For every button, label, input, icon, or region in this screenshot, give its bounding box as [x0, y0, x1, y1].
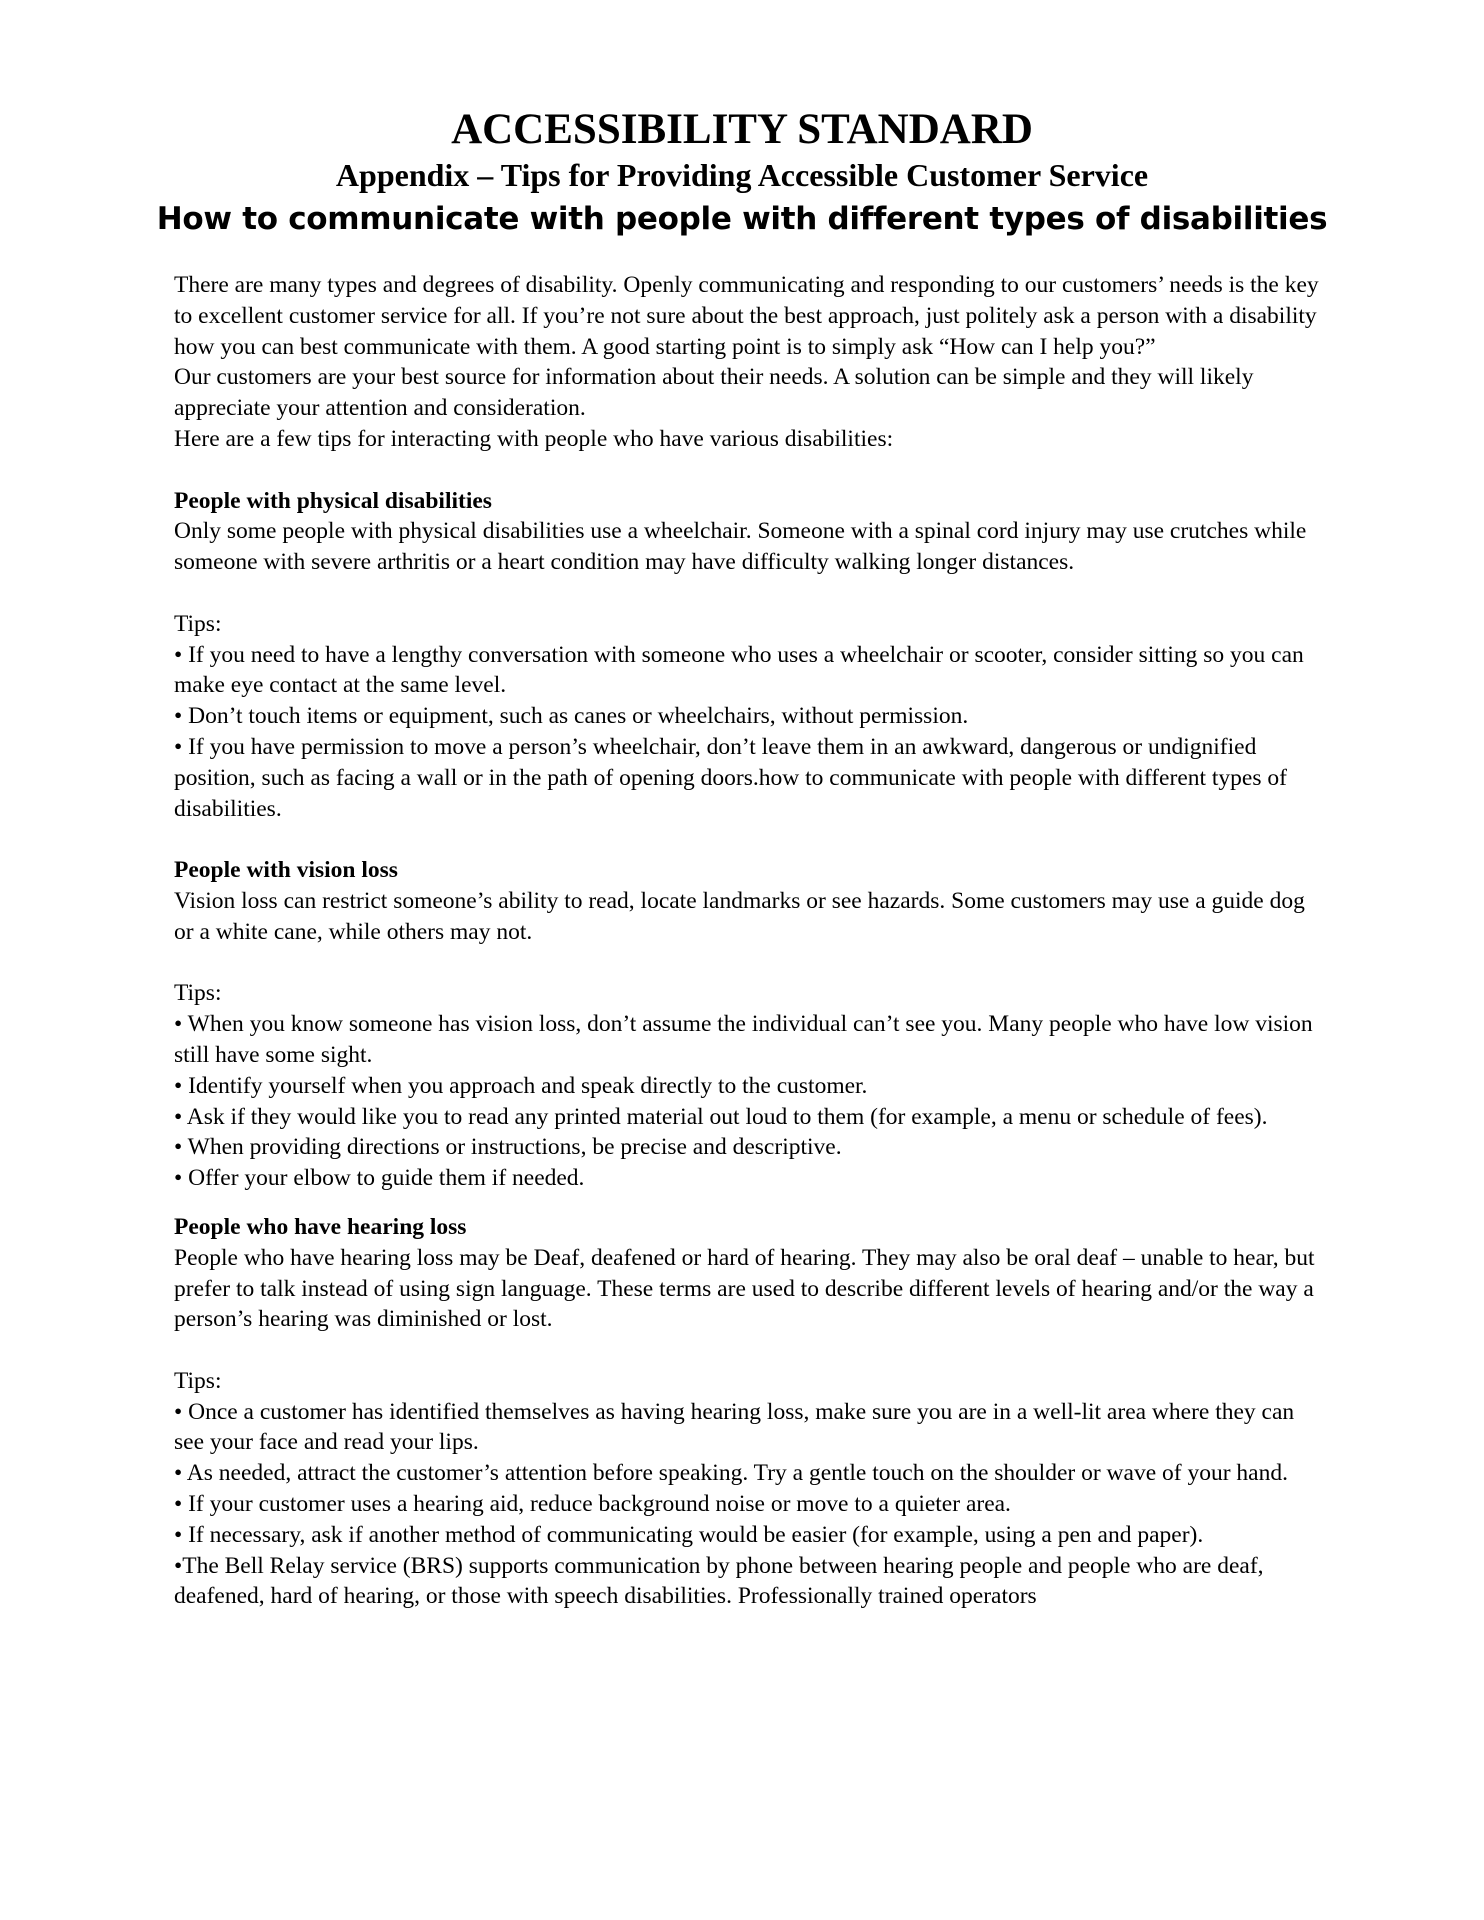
tip-item: • If you need to have a lengthy conversation with someone who uses a wheelchair or scooter, consider sitting so you can make eye contact at the same level.: [174, 641, 1304, 699]
tip-item: • Offer your elbow to guide them if needed.: [174, 1165, 585, 1192]
tip-item: • If you have permission to move a person’s wheelchair, don’t leave them in an awkward, dangerous or undignified position, such as facing a wall or in the path of opening doors.how to communicate with people with different types of disabilities.: [174, 733, 1287, 822]
tip-item: •The Bell Relay service (BRS) supports communication by phone between hearing people and people who are deaf, deafened, hard of hearing, or those with speech disabilities. Professionally trained operators: [174, 1552, 1264, 1610]
tip-item: • If necessary, ask if another method of communicating would be easier (for example, using a pen and paper).: [174, 1521, 1204, 1548]
tip-item: • Ask if they would like you to read any printed material out loud to them (for example, a menu or schedule of fees).: [174, 1103, 1268, 1130]
tips-label: Tips:: [174, 980, 222, 1007]
section-heading-hearing: People who have hearing loss: [174, 1213, 467, 1240]
section-heading-physical: People with physical disabilities: [174, 487, 492, 514]
section-description: Vision loss can restrict someone’s ability to read, locate landmarks or see hazards. Some customers may use a guide dog or a white cane, while others may not.: [174, 887, 1305, 945]
tip-item: • Once a customer has identified themselves as having hearing loss, make sure you are in a well-lit area where they can see your face and read your lips.: [174, 1398, 1295, 1456]
document-subheading: How to communicate with people with different types of disabilities: [156, 201, 1328, 237]
intro-paragraph: Our customers are your best source for information about their needs. A solution can be simple and they will likely appreciate your attention and consideration.: [174, 364, 1254, 422]
section-description: People who have hearing loss may be Deaf, deafened or hard of hearing. They may also be oral deaf – unable to hear, but prefer to talk instead of using sign language. These terms are used to describe different levels of hearing and/or the way a person’s hearing was diminished or lost.: [174, 1244, 1315, 1333]
tips-label: Tips:: [174, 610, 222, 637]
section-heading-vision: People with vision loss: [174, 857, 398, 884]
tip-item: • Don’t touch items or equipment, such as canes or wheelchairs, without permission.: [174, 703, 969, 730]
tip-item: • When you know someone has vision loss, don’t assume the individual can’t see you. Many people who have low vision still have some sight.: [174, 1011, 1313, 1068]
tip-item: • When providing directions or instructions, be precise and descriptive.: [174, 1134, 842, 1161]
document-body: [174, 270, 1324, 1612]
tip-item: • Identify yourself when you approach and speak directly to the customer.: [174, 1072, 868, 1099]
document-subtitle: Appendix – Tips for Providing Accessible Customer Service: [335, 157, 1149, 193]
intro-paragraph: There are many types and degrees of disability. Openly communicating and responding to our customers’ needs is the key to excellent customer service for all. If you’re not sure about the best approach, just politely ask a person with a disability how you can best communicate with them. A good starting point is to simply ask “How can I help you?”: [174, 272, 1319, 360]
tips-label: Tips:: [174, 1367, 222, 1394]
tip-item: • If your customer uses a hearing aid, reduce background noise or move to a quieter area.: [174, 1491, 1011, 1518]
document-title: ACCESSIBILITY STANDARD: [451, 106, 1033, 153]
tip-item: • As needed, attract the customer’s attention before speaking. Try a gentle touch on the shoulder or wave of your hand.: [174, 1460, 1288, 1487]
section-description: Only some people with physical disabilities use a wheelchair. Someone with a spinal cord injury may use crutches while someone with severe arthritis or a heart condition may have difficulty walking longer distances.: [174, 518, 1307, 576]
intro-paragraph: Here are a few tips for interacting with people who have various disabilities:: [174, 425, 894, 452]
